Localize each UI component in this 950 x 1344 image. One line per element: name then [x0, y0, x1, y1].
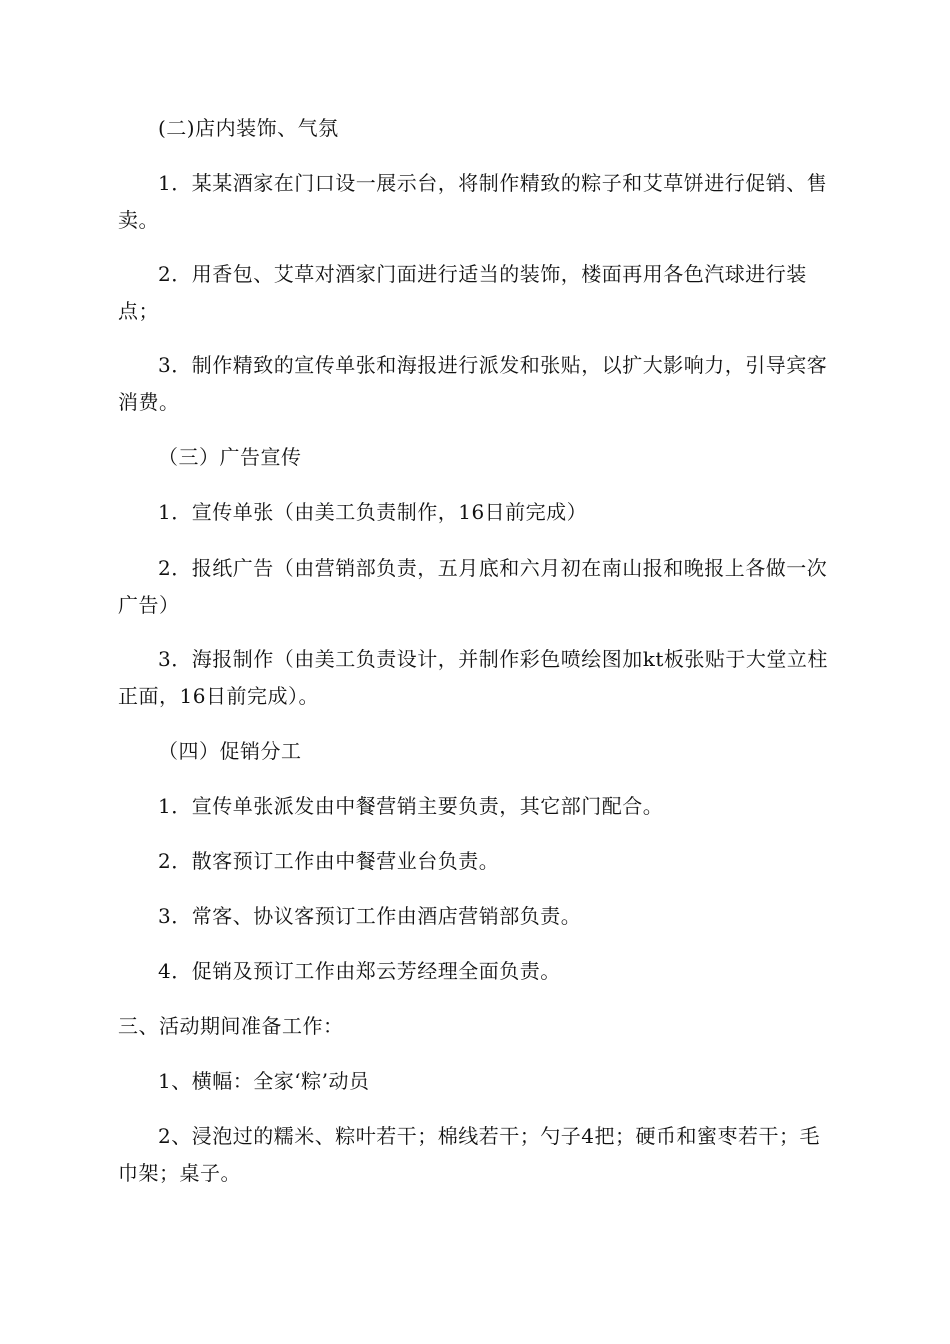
section-heading-advertising: （三）广告宣传 — [158, 445, 302, 469]
paragraph-newspaper-ad: 2．报纸广告（由营销部负责，五月底和六月初在南山报和晚报上各做一次广告） — [118, 556, 828, 617]
section-heading-preparation: 三、活动期间准备工作： — [118, 1014, 344, 1038]
paragraph-storefront-decoration: 2．用香包、艾草对酒家门面进行适当的装饰，楼面再用各色汽球进行装点； — [118, 262, 807, 323]
paragraph-flyer-distribution: 1．宣传单张派发由中餐营销主要负责，其它部门配合。 — [158, 794, 664, 818]
paragraph-materials: 2、浸泡过的糯米、粽叶若干；棉线若干；勺子4把；硬币和蜜枣若干；毛巾架；桌子。 — [118, 1124, 820, 1185]
section-heading-division: （四）促销分工 — [158, 739, 302, 763]
paragraph-flyers-posters: 3．制作精致的宣传单张和海报进行派发和张贴，以扩大影响力，引导宾客消费。 — [118, 353, 828, 414]
section-heading-decoration: (二)店内装饰、气氛 — [158, 116, 339, 140]
paragraph-regular-booking: 3．常客、协议客预订工作由酒店营销部负责。 — [158, 904, 582, 928]
paragraph-walkin-booking: 2．散客预订工作由中餐营业台负责。 — [158, 849, 500, 873]
paragraph-overall-responsibility: 4．促销及预订工作由郑云芳经理全面负责。 — [158, 959, 561, 983]
paragraph-banner: 1、横幅：全家‘粽’动员 — [158, 1069, 370, 1093]
paragraph-display-stand: 1．某某酒家在门口设一展示台，将制作精致的粽子和艾草饼进行促销、售卖。 — [118, 171, 828, 232]
paragraph-flyer-production: 1．宣传单张（由美工负责制作，16日前完成） — [158, 500, 588, 524]
paragraph-poster-production: 3．海报制作（由美工负责设计，并制作彩色喷绘图加kt板张贴于大堂立柱正面，16日前完成）。 — [118, 647, 828, 708]
